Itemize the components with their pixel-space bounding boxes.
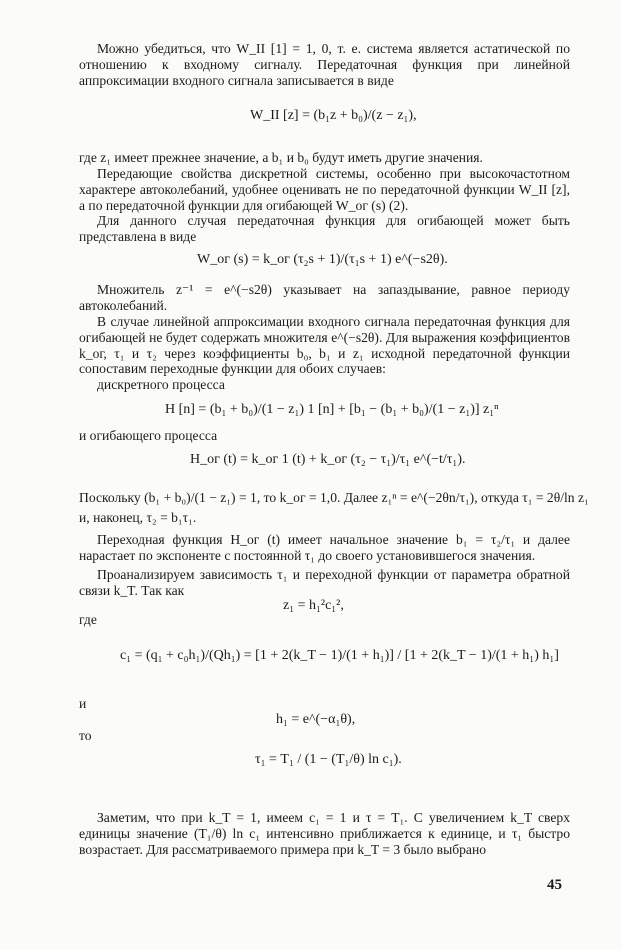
paragraph-7: дискретного процесса — [97, 377, 225, 392]
paragraph-8: и огибающего процесса — [79, 428, 218, 443]
paragraph-4: Для данного случая передаточная функция для огибающей может быть представлена в виде — [79, 213, 570, 244]
formula-2: W_oг (s) = k_oг (τ₂s + 1)/(τ₁s + 1) e^(−s2θ). — [197, 252, 448, 267]
paragraph-12: где — [79, 612, 97, 627]
paragraph-10: Переходная функция H_oг (t) имеет начальное значение b₁ = τ₂/τ₁ и далее нарастает по экспоненте с постоянной τ₁ до своего установившегося значения. — [79, 532, 570, 563]
paragraph-6: В случае линейной аппроксимации входного сигнала передаточная функция для огибающей не будет содержать множителя e^(−s2θ). Для выражения коэффициентов k_oг, τ₁ и τ₂ через коэффициенты b₀, b₁ и z₁ исходной передаточной функции сопоставим переходные функции для обоих случаев: — [79, 314, 570, 377]
paragraph-5: Множитель z⁻¹ = e^(−s2θ) указывает на запаздывание, равное периоду автоколебаний. — [79, 282, 570, 313]
formula-3: H [n] = (b₁ + b₀)/(1 − z₁) 1 [n] + [b₁ − (b₁ + b₀)/(1 − z₁)] z₁ⁿ — [165, 402, 499, 417]
page-number: 45 — [547, 877, 562, 893]
paragraph-9: и, наконец, τ₂ = b₁τ₁. — [79, 510, 197, 525]
paragraph-3: Передающие свойства дискретной системы, особенно при высокочастотном характере автоколебаний, удобнее оценивать не по передаточной функции W_II [z], а по передаточной функции для огибающей W_oг (s) (2). — [79, 166, 570, 213]
paragraph-14: то — [79, 728, 92, 743]
formula-9: τ₁ = T₁ / (1 − (T₁/θ) ln c₁). — [255, 752, 402, 767]
paragraph-13: и — [79, 696, 87, 711]
formula-6: z₁ = h₁²c₁², — [283, 598, 344, 613]
paragraph-15: Заметим, что при k_T = 1, имеем c₁ = 1 и τ = T₁. С увеличением k_T сверх единицы значение (T₁/θ) ln c₁ интенсивно приближается к единице, и τ₁ быстро возрастает. Для рассматриваемого примера при k_T = 3 было выбрано — [79, 810, 570, 857]
formula-1: W_II [z] = (b₁z + b₀)/(z − z₁), — [250, 108, 417, 123]
formula-5: Поскольку (b₁ + b₀)/(1 − z₁) = 1, то k_oг = 1,0. Далее z₁ⁿ = e^(−2θn/τ₁), откуда τ₁ = 2θ/ln z₁ — [79, 490, 589, 505]
formula-7: c₁ = (q₁ + c₀h₁)/(Qh₁) = [1 + 2(k_T − 1)/(1 + h₁)] / [1 + 2(k_T − 1)/(1 + h₁) h₁] — [120, 648, 559, 663]
paragraph-2: где z₁ имеет прежнее значение, а b₁ и b₀ будут иметь другие значения. — [79, 150, 483, 165]
paragraph-1: Можно убедиться, что W_II [1] = 1, 0, т. е. система является астатической по отношению к входному сигналу. Передаточная функция при линейной аппроксимации входного сигнала записывается в виде — [79, 41, 570, 88]
formula-4: H_oг (t) = k_oг 1 (t) + k_oг (τ₂ − τ₁)/τ₁ e^(−t/τ₁). — [190, 452, 466, 467]
formula-8: h₁ = e^(−α₁θ), — [276, 712, 356, 727]
paragraph-11: Проанализируем зависимость τ₁ и переходной функции от параметра обратной связи k_T. Так как — [79, 567, 570, 598]
